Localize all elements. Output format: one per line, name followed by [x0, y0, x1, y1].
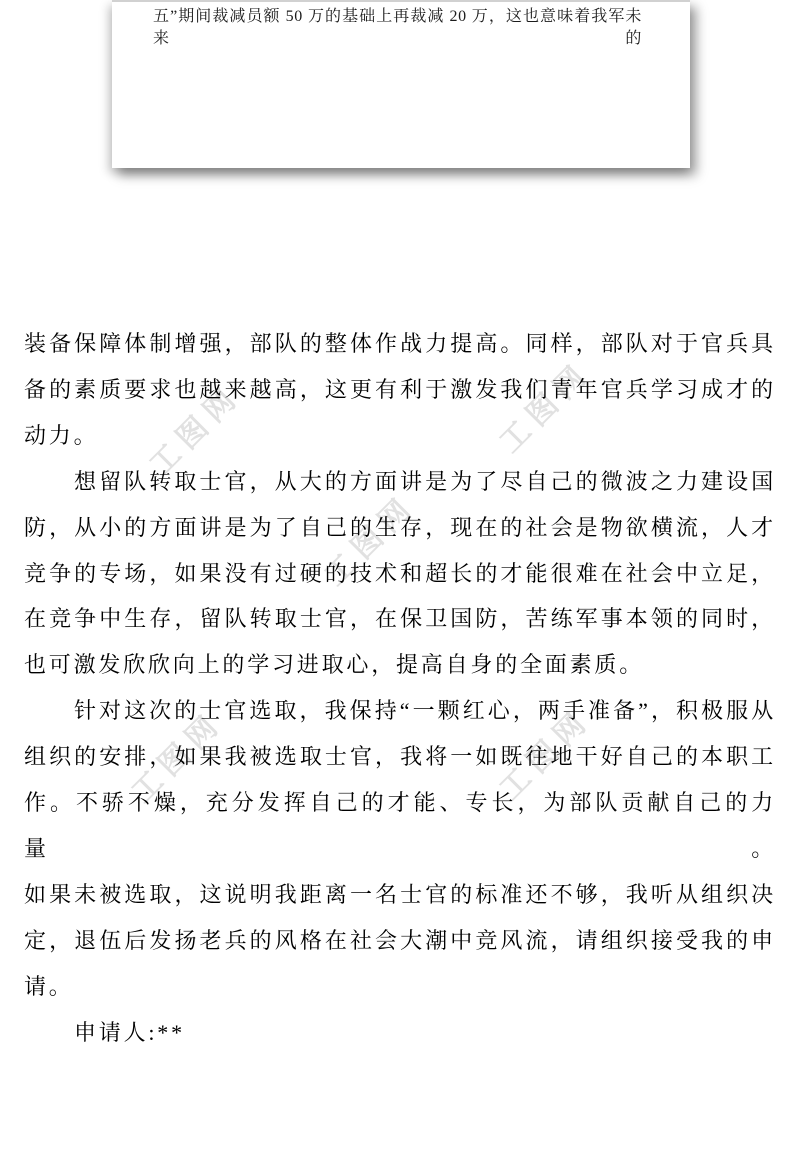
- text-line: 定，退伍后发扬老兵的风格在社会大潮中竞风流，请组织接受我的申: [24, 927, 776, 953]
- text-line: 装备保障体制增强，部队的整体作战力提高。同样，部队对于官兵具: [24, 331, 776, 356]
- signature-line: 申请人:**: [74, 1019, 185, 1045]
- watermark: 工图网: [318, 488, 423, 593]
- text-line: 也可激发欣欣向上的学习进取心，提高自身的全面素质。: [24, 652, 645, 678]
- text-line: 在竞争中生存，留队转取士官，在保卫国防，苦练军事本领的同时，: [24, 606, 776, 632]
- text-line: 请。: [24, 973, 74, 999]
- text-line: 备的素质要求也越来越高，这更有利于激发我们青年官兵学习成才的: [24, 376, 776, 402]
- text-line: 作。不骄不燥，充分发挥自己的才能、专长，为部队贡献自己的力量。: [24, 790, 776, 861]
- text-line: 防，从小的方面讲是为了自己的生存，现在的社会是物欲横流，人才: [24, 514, 776, 540]
- page-preview-card: [112, 0, 690, 168]
- text-line: 竞争的专场，如果没有过硬的技术和超长的才能很难在社会中立足，: [24, 560, 776, 586]
- watermark: 工图网: [493, 355, 598, 460]
- page-preview-text: 五”期间裁减员额 50 万的基础上再裁减 20 万，这也意味着我军未来的: [153, 8, 642, 47]
- card-top-edge: [112, 0, 690, 2]
- text-line: 动力。: [24, 422, 99, 448]
- text-line: 针对这次的士官选取，我保持“一颗红心，两手准备”，积极服从: [74, 698, 776, 724]
- text-line: 组织的安排，如果我被选取士官，我将一如既往地干好自己的本职工: [24, 744, 776, 770]
- text-line: 想留队转取士官，从大的方面讲是为了尽自己的微波之力建设国: [74, 468, 776, 494]
- text-line: 如果未被选取，这说明我距离一名士官的标准还不够，我听从组织决: [24, 881, 776, 907]
- watermark: 工图网: [143, 378, 248, 483]
- watermark: 工图网: [493, 702, 598, 807]
- document-body: [24, 321, 776, 1056]
- watermark: 工图网: [125, 705, 230, 810]
